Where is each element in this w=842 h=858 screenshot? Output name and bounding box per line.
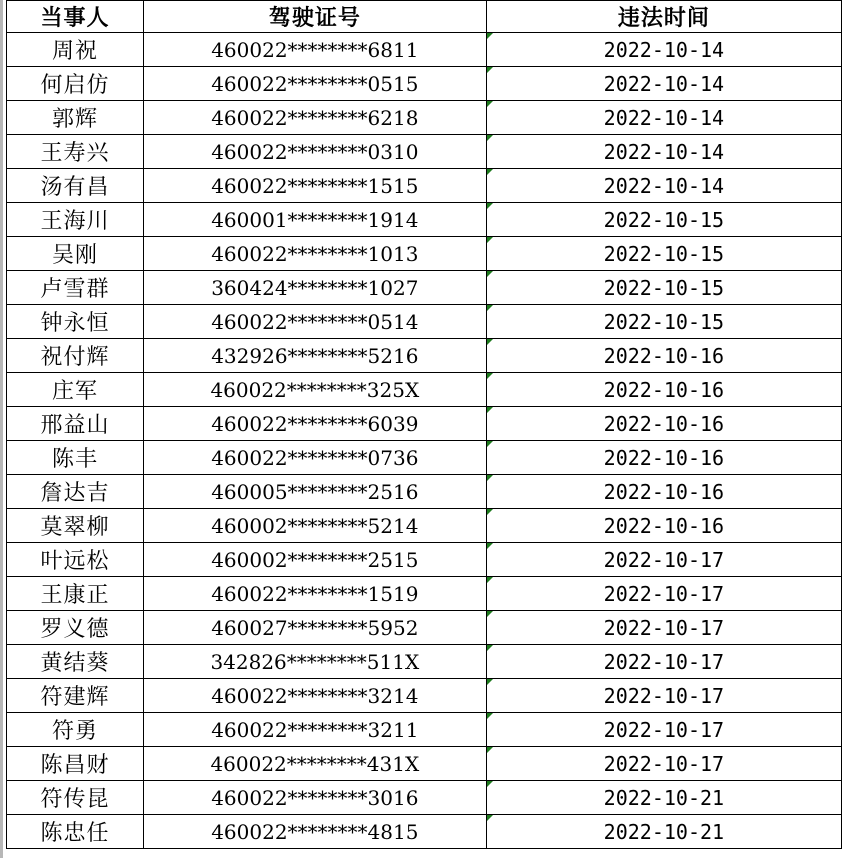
table-row [7, 509, 842, 543]
cell-violation-date[interactable] [486, 577, 841, 611]
header-party[interactable]: 当事人 [7, 1, 144, 33]
cell-party-name[interactable]: 祝付辉 [7, 339, 144, 373]
table-row [7, 203, 842, 237]
text-format-indicator-icon [487, 747, 493, 753]
cell-party-name[interactable]: 卢雪群 [7, 271, 144, 305]
cell-party-name[interactable]: 王海川 [7, 203, 144, 237]
table-body [7, 33, 842, 849]
cell-license-number[interactable]: 460027********5952 [143, 611, 486, 645]
cell-license-number[interactable]: 460022********4815 [143, 815, 486, 849]
cell-license-number[interactable]: 460002********2515 [143, 543, 486, 577]
table-row [7, 781, 842, 815]
text-format-indicator-icon [487, 203, 493, 209]
violation-date-text: 2022-10-17 [603, 717, 725, 742]
cell-license-number[interactable]: 460022********0736 [143, 441, 486, 475]
cell-license-number[interactable]: 460022********3016 [143, 781, 486, 815]
violation-date-text: 2022-10-17 [603, 615, 725, 640]
cell-violation-date[interactable] [486, 475, 841, 509]
cell-license-number[interactable]: 460022********0514 [143, 305, 486, 339]
cell-license-number[interactable]: 460022********1519 [143, 577, 486, 611]
cell-violation-date[interactable] [486, 815, 841, 849]
text-format-indicator-icon [487, 101, 493, 107]
table-row [7, 135, 842, 169]
text-format-indicator-icon [487, 237, 493, 243]
violation-date-text: 2022-10-14 [603, 105, 725, 130]
table-row [7, 33, 842, 67]
cell-violation-date[interactable] [486, 271, 841, 305]
cell-party-name[interactable]: 庄军 [7, 373, 144, 407]
cell-license-number[interactable]: 460022********0310 [143, 135, 486, 169]
violation-date-text: 2022-10-16 [603, 377, 725, 402]
cell-party-name[interactable]: 吴刚 [7, 237, 144, 271]
cell-license-number[interactable]: 460002********5214 [143, 509, 486, 543]
cell-violation-date[interactable] [486, 441, 841, 475]
cell-violation-date[interactable] [486, 67, 841, 101]
text-format-indicator-icon [487, 441, 493, 447]
table-row [7, 339, 842, 373]
cell-license-number[interactable]: 460022********0515 [143, 67, 486, 101]
cell-party-name[interactable]: 莫翠柳 [7, 509, 144, 543]
text-format-indicator-icon [487, 67, 493, 73]
violation-date-text: 2022-10-14 [603, 71, 725, 96]
violation-date-text: 2022-10-17 [603, 581, 725, 606]
violation-date-text: 2022-10-16 [603, 445, 725, 470]
text-format-indicator-icon [487, 373, 493, 379]
cell-party-name[interactable]: 陈忠任 [7, 815, 144, 849]
cell-violation-date[interactable] [486, 373, 841, 407]
text-format-indicator-icon [487, 543, 493, 549]
cell-party-name[interactable]: 陈昌财 [7, 747, 144, 781]
violation-date-text: 2022-10-17 [603, 649, 725, 674]
violation-date-text: 2022-10-17 [603, 751, 725, 776]
header-row [7, 1, 842, 33]
cell-violation-date[interactable] [486, 679, 841, 713]
table-row [7, 305, 842, 339]
text-format-indicator-icon [487, 815, 493, 821]
cell-violation-date[interactable] [486, 169, 841, 203]
table-row [7, 713, 842, 747]
cell-party-name[interactable]: 钟永恒 [7, 305, 144, 339]
text-format-indicator-icon [487, 339, 493, 345]
table-row [7, 815, 842, 849]
table-row [7, 441, 842, 475]
table-row [7, 543, 842, 577]
table-row [7, 101, 842, 135]
text-format-indicator-icon [487, 305, 493, 311]
cell-violation-date[interactable] [486, 747, 841, 781]
cell-party-name[interactable]: 陈丰 [7, 441, 144, 475]
violation-date-text: 2022-10-16 [603, 411, 725, 436]
table-row [7, 645, 842, 679]
cell-license-number[interactable]: 360424********1027 [143, 271, 486, 305]
cell-party-name[interactable]: 叶远松 [7, 543, 144, 577]
table-row [7, 577, 842, 611]
table-row [7, 747, 842, 781]
cell-license-number[interactable]: 460022********6218 [143, 101, 486, 135]
cell-license-number[interactable]: 460005********2516 [143, 475, 486, 509]
text-format-indicator-icon [487, 679, 493, 685]
cell-party-name[interactable]: 符建辉 [7, 679, 144, 713]
violations-table [6, 0, 842, 849]
cell-party-name[interactable]: 郭辉 [7, 101, 144, 135]
cell-violation-date[interactable] [486, 509, 841, 543]
table-row [7, 611, 842, 645]
violation-date-text: 2022-10-15 [603, 241, 725, 266]
text-format-indicator-icon [487, 713, 493, 719]
header-date[interactable]: 违法时间 [486, 1, 841, 33]
violation-date-text: 2022-10-16 [603, 343, 725, 368]
header-license[interactable]: 驾驶证号 [143, 1, 486, 33]
cell-party-name[interactable]: 王康正 [7, 577, 144, 611]
text-format-indicator-icon [487, 33, 493, 39]
cell-violation-date[interactable] [486, 305, 841, 339]
cell-violation-date[interactable] [486, 781, 841, 815]
violation-date-text: 2022-10-16 [603, 479, 725, 504]
table-header [7, 1, 842, 33]
violation-date-text: 2022-10-15 [603, 275, 725, 300]
cell-license-number[interactable]: 460022********1013 [143, 237, 486, 271]
cell-party-name[interactable]: 符勇 [7, 713, 144, 747]
violation-date-text: 2022-10-17 [603, 683, 725, 708]
cell-party-name[interactable]: 周祝 [7, 33, 144, 67]
text-format-indicator-icon [487, 407, 493, 413]
cell-license-number[interactable]: 460022********6039 [143, 407, 486, 441]
violation-date-text: 2022-10-15 [603, 309, 725, 334]
cell-violation-date[interactable] [486, 33, 841, 67]
violation-date-text: 2022-10-21 [603, 819, 725, 844]
cell-violation-date[interactable] [486, 237, 841, 271]
cell-party-name[interactable]: 罗义德 [7, 611, 144, 645]
text-format-indicator-icon [487, 271, 493, 277]
violation-date-text: 2022-10-15 [603, 207, 725, 232]
cell-license-number[interactable]: 342826********511X [143, 645, 486, 679]
cell-license-number[interactable]: 460022********325X [143, 373, 486, 407]
cell-party-name[interactable]: 何启仿 [7, 67, 144, 101]
cell-license-number[interactable]: 460022********3211 [143, 713, 486, 747]
table-row [7, 475, 842, 509]
cell-violation-date[interactable] [486, 203, 841, 237]
cell-party-name[interactable]: 汤有昌 [7, 169, 144, 203]
cell-party-name[interactable]: 黄结葵 [7, 645, 144, 679]
violation-date-text: 2022-10-14 [603, 139, 725, 164]
text-format-indicator-icon [487, 781, 493, 787]
text-format-indicator-icon [487, 509, 493, 515]
cell-violation-date[interactable] [486, 101, 841, 135]
cell-license-number[interactable]: 432926********5216 [143, 339, 486, 373]
table-row [7, 373, 842, 407]
text-format-indicator-icon [487, 169, 493, 175]
text-format-indicator-icon [487, 577, 493, 583]
violation-date-text: 2022-10-17 [603, 547, 725, 572]
table-row [7, 237, 842, 271]
cell-license-number[interactable]: 460022********1515 [143, 169, 486, 203]
cell-violation-date[interactable] [486, 407, 841, 441]
table-row [7, 169, 842, 203]
text-format-indicator-icon [487, 135, 493, 141]
cell-license-number[interactable]: 460022********431X [143, 747, 486, 781]
cell-violation-date[interactable] [486, 135, 841, 169]
cell-party-name[interactable]: 王寿兴 [7, 135, 144, 169]
violation-date-text: 2022-10-14 [603, 37, 725, 62]
table-row [7, 679, 842, 713]
text-format-indicator-icon [487, 611, 493, 617]
text-format-indicator-icon [487, 645, 493, 651]
table-row [7, 271, 842, 305]
cell-violation-date[interactable] [486, 611, 841, 645]
violation-date-text: 2022-10-21 [603, 785, 725, 810]
cell-license-number[interactable]: 460022********3214 [143, 679, 486, 713]
cell-party-name[interactable]: 符传昆 [7, 781, 144, 815]
cell-party-name[interactable]: 邢益山 [7, 407, 144, 441]
table-row [7, 407, 842, 441]
cell-violation-date[interactable] [486, 645, 841, 679]
cell-violation-date[interactable] [486, 339, 841, 373]
violation-date-text: 2022-10-16 [603, 513, 725, 538]
table-row [7, 67, 842, 101]
cell-violation-date[interactable] [486, 543, 841, 577]
cell-violation-date[interactable] [486, 713, 841, 747]
text-format-indicator-icon [487, 475, 493, 481]
cell-license-number[interactable]: 460022********6811 [143, 33, 486, 67]
cell-license-number[interactable]: 460001********1914 [143, 203, 486, 237]
violation-date-text: 2022-10-14 [603, 173, 725, 198]
cell-party-name[interactable]: 詹达吉 [7, 475, 144, 509]
